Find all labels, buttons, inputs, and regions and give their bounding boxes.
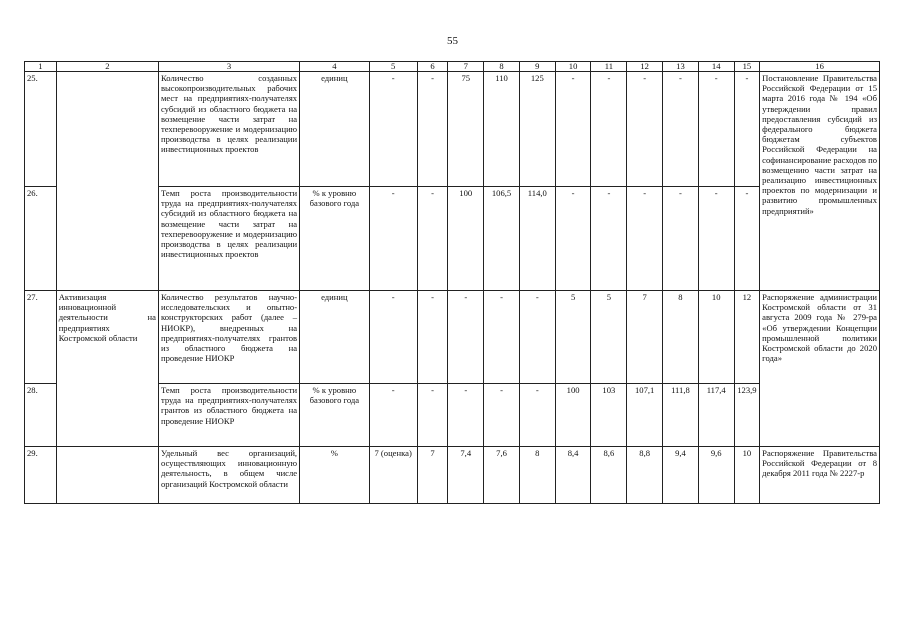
value-cell: 7 bbox=[417, 447, 448, 504]
value-cell: - bbox=[417, 187, 448, 291]
value-cell: 7,6 bbox=[484, 447, 520, 504]
value-cell: 7 bbox=[627, 291, 663, 384]
header-cell: 1 bbox=[25, 62, 57, 72]
header-cell: 9 bbox=[519, 62, 555, 72]
basis-cell: Распоряжение Правительства Российской Федерации от 8 декабря 2011 года № 2227-р bbox=[760, 447, 880, 504]
header-cell: 15 bbox=[734, 62, 760, 72]
value-cell: 8,8 bbox=[627, 447, 663, 504]
value-cell: 9,4 bbox=[663, 447, 699, 504]
value-cell: 100 bbox=[448, 187, 484, 291]
header-cell: 7 bbox=[448, 62, 484, 72]
value-cell: 75 bbox=[448, 72, 484, 187]
value-cell: - bbox=[698, 72, 734, 187]
value-cell: 125 bbox=[519, 72, 555, 187]
header-cell: 2 bbox=[56, 62, 158, 72]
value-cell: 9,6 bbox=[698, 447, 734, 504]
indicator-cell: Количество созданных высокопроизводительных рабочих мест на предприятиях-получателях субсидий из областного бюджета на возмещение части затрат на техперевооружение и модернизацию производства в целях реализации инвестиционных проектов bbox=[158, 72, 299, 187]
value-cell: 8 bbox=[519, 447, 555, 504]
value-cell: 100 bbox=[555, 384, 591, 447]
value-cell: - bbox=[519, 291, 555, 384]
value-cell: - bbox=[417, 384, 448, 447]
value-cell: - bbox=[417, 72, 448, 187]
value-cell: - bbox=[448, 384, 484, 447]
unit-cell: единиц bbox=[300, 72, 370, 187]
value-cell: 10 bbox=[698, 291, 734, 384]
value-cell: - bbox=[734, 72, 760, 187]
value-cell: 7,4 bbox=[448, 447, 484, 504]
table-row bbox=[25, 447, 880, 504]
value-cell: 7 (оценка) bbox=[369, 447, 417, 504]
value-cell: - bbox=[734, 187, 760, 291]
value-cell: - bbox=[698, 187, 734, 291]
value-cell: - bbox=[448, 291, 484, 384]
value-cell: 114,0 bbox=[519, 187, 555, 291]
indicators-table bbox=[24, 61, 880, 504]
value-cell: - bbox=[555, 187, 591, 291]
row-number: 29. bbox=[25, 447, 57, 504]
header-cell: 11 bbox=[591, 62, 627, 72]
value-cell: 111,8 bbox=[663, 384, 699, 447]
row-number: 27. bbox=[25, 291, 57, 384]
header-cell: 4 bbox=[300, 62, 370, 72]
value-cell: 8 bbox=[663, 291, 699, 384]
value-cell: 8,6 bbox=[591, 447, 627, 504]
header-cell: 16 bbox=[760, 62, 880, 72]
value-cell: 123,9 bbox=[734, 384, 760, 447]
value-cell: - bbox=[663, 187, 699, 291]
indicator-cell: Количество результатов научно-исследовательских и опытно-конструкторских работ (далее – НИОКР), внедренных на предприятиях-получателях грантов из областного бюджета на проведение НИОКР bbox=[158, 291, 299, 384]
header-cell: 14 bbox=[698, 62, 734, 72]
unit-cell: % bbox=[300, 447, 370, 504]
row-number: 28. bbox=[25, 384, 57, 447]
value-cell: - bbox=[591, 72, 627, 187]
header-cell: 10 bbox=[555, 62, 591, 72]
header-cell: 6 bbox=[417, 62, 448, 72]
unit-cell: единиц bbox=[300, 291, 370, 384]
value-cell: 10 bbox=[734, 447, 760, 504]
header-cell: 8 bbox=[484, 62, 520, 72]
value-cell: 106,5 bbox=[484, 187, 520, 291]
value-cell: - bbox=[591, 187, 627, 291]
page-number: 55 bbox=[447, 35, 458, 47]
value-cell: - bbox=[627, 187, 663, 291]
table-row bbox=[25, 72, 880, 187]
indicator-cell: Темп роста производительности труда на предприятиях-получателях субсидий из областного бюджета на возмещение части затрат на техперевооружение и модернизацию производства в целях реализации инвестиционных проектов bbox=[158, 187, 299, 291]
value-cell: - bbox=[369, 291, 417, 384]
value-cell: 107,1 bbox=[627, 384, 663, 447]
value-cell: - bbox=[663, 72, 699, 187]
value-cell: - bbox=[484, 291, 520, 384]
value-cell: 12 bbox=[734, 291, 760, 384]
row-number: 25. bbox=[25, 72, 57, 187]
row-number: 26. bbox=[25, 187, 57, 291]
header-cell: 5 bbox=[369, 62, 417, 72]
value-cell: - bbox=[555, 72, 591, 187]
indicator-cell: Удельный вес организаций, осуществляющих инновационную деятельность, в общем числе организаций Костромской области bbox=[158, 447, 299, 504]
unit-cell: % к уровню базового года bbox=[300, 187, 370, 291]
header-row bbox=[25, 62, 880, 72]
activity-cell: Активизация инновационной деятельности на предприятиях Костромской области bbox=[56, 291, 158, 447]
value-cell: - bbox=[369, 72, 417, 187]
activity-cell bbox=[56, 447, 158, 504]
value-cell: - bbox=[519, 384, 555, 447]
value-cell: 103 bbox=[591, 384, 627, 447]
value-cell: 8,4 bbox=[555, 447, 591, 504]
value-cell: - bbox=[369, 384, 417, 447]
value-cell: - bbox=[369, 187, 417, 291]
value-cell: - bbox=[417, 291, 448, 384]
basis-cell: Распоряжение администрации Костромской области от 31 августа 2009 года № 279-ра «Об утверждении Концепции промышленной политики Костромской области до 2020 года» bbox=[760, 291, 880, 447]
value-cell: - bbox=[484, 384, 520, 447]
value-cell: 5 bbox=[591, 291, 627, 384]
header-cell: 13 bbox=[663, 62, 699, 72]
indicator-cell: Темп роста производительности труда на предприятиях-получателях грантов из областного бюджета на проведение НИОКР bbox=[158, 384, 299, 447]
value-cell: 5 bbox=[555, 291, 591, 384]
value-cell: 110 bbox=[484, 72, 520, 187]
basis-cell: Постановление Правительства Российской Федерации от 15 марта 2016 года № 194 «Об утверждении правил предоставления субсидий из федерального бюджета бюджетам субъектов Российской Федерации на софинансирование расходов по возмещению части затрат на реализацию инвестиционных проектов по модернизации и развитию промышленных предприятий» bbox=[760, 72, 880, 291]
header-cell: 12 bbox=[627, 62, 663, 72]
unit-cell: % к уровню базового года bbox=[300, 384, 370, 447]
header-cell: 3 bbox=[158, 62, 299, 72]
value-cell: - bbox=[627, 72, 663, 187]
activity-cell bbox=[56, 72, 158, 291]
table-row bbox=[25, 291, 880, 384]
value-cell: 117,4 bbox=[698, 384, 734, 447]
